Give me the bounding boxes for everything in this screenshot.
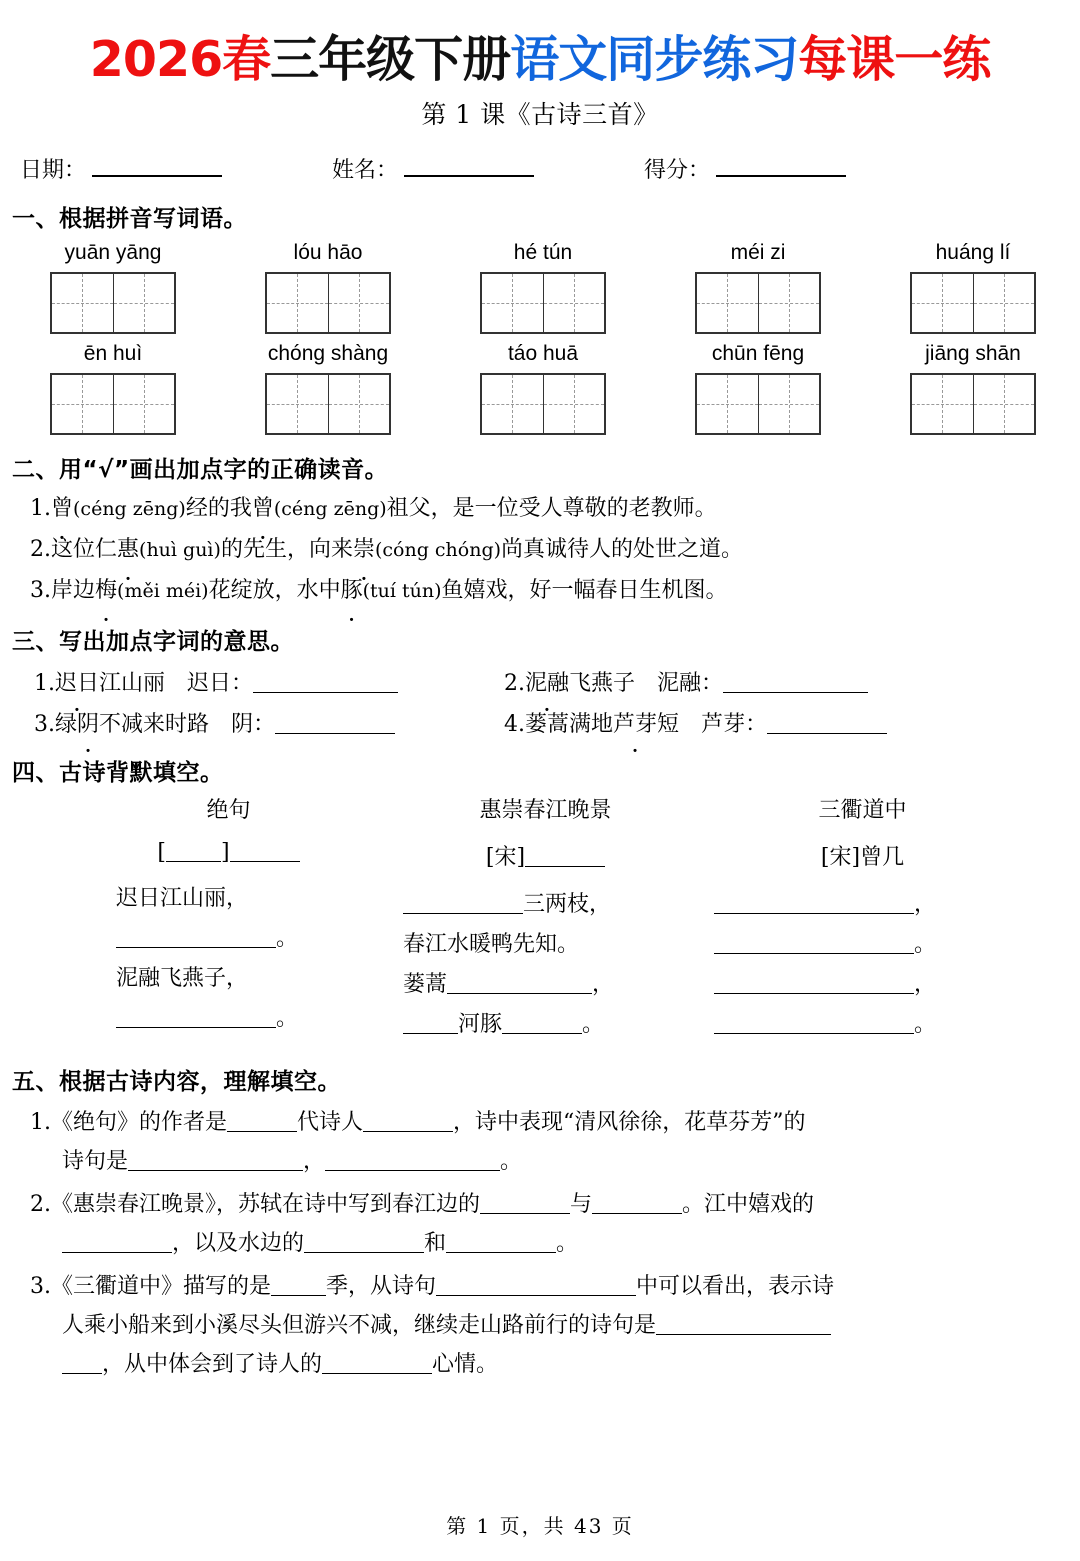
poem-line: 春江水暖鸭先知。 — [403, 932, 580, 958]
spacer — [209, 712, 231, 737]
q-number: 3. — [34, 712, 55, 738]
poem-blank[interactable] — [403, 1013, 458, 1034]
pinyin-label: méi zi — [730, 241, 786, 265]
answer-blank[interactable] — [480, 1193, 570, 1214]
title-part-1: 2026春 — [89, 31, 271, 88]
section-5-question-2-line2[interactable] — [62, 1227, 1080, 1260]
pinyin-item — [243, 342, 413, 435]
q-text: 。江中嬉戏的 — [682, 1192, 815, 1218]
poem-blank[interactable] — [116, 1007, 276, 1028]
pinyin-choice[interactable]: (tuí tún) — [362, 580, 442, 603]
q-text: 季，从诗句 — [326, 1274, 437, 1300]
score-input-blank[interactable] — [716, 155, 846, 177]
author-blank[interactable] — [230, 841, 300, 862]
q-text: 3.《三衢道中》描写的是 — [30, 1274, 271, 1300]
answer-blank[interactable] — [436, 1275, 636, 1296]
title-part-3: 语文同步练习 — [510, 31, 799, 88]
q-number: 1. — [34, 671, 55, 697]
poem-blank[interactable] — [116, 927, 276, 948]
answer-label: 迟日： — [187, 671, 254, 697]
dotted-word: 迟日 — [55, 671, 100, 697]
pinyin-item — [673, 241, 843, 334]
poem-author-blank[interactable]: [宋] — [387, 840, 704, 871]
answer-blank[interactable] — [227, 1111, 297, 1132]
section-3-item-2[interactable] — [504, 666, 974, 697]
answer-blank[interactable] — [723, 672, 868, 693]
tianzige-cell[interactable] — [758, 274, 820, 332]
dynasty-blank[interactable] — [166, 841, 221, 862]
page-title — [0, 31, 1080, 88]
tianzige-cell[interactable] — [973, 375, 1035, 433]
q-text: 经的我 — [185, 496, 252, 522]
tianzige-cell[interactable] — [328, 375, 390, 433]
tianzige-cell[interactable] — [482, 375, 543, 433]
answer-blank[interactable] — [592, 1193, 682, 1214]
answer-blank[interactable] — [275, 713, 395, 734]
poem-title: 惠崇春江晚景 — [479, 798, 612, 824]
answer-blank[interactable] — [62, 1353, 102, 1374]
section-2-question-1[interactable] — [30, 493, 1080, 525]
pinyin-choice[interactable]: (huì guì) — [139, 539, 221, 562]
q-text: 诗句是 — [62, 1149, 129, 1175]
tianzige-box[interactable] — [265, 373, 391, 435]
answer-blank[interactable] — [656, 1314, 831, 1335]
pinyin-label: ēn huì — [83, 342, 143, 366]
tianzige-cell[interactable] — [113, 375, 175, 433]
tianzige-cell[interactable] — [482, 274, 543, 332]
date-input-blank[interactable] — [92, 155, 222, 177]
dotted-char: 惠 — [117, 537, 140, 563]
poem-line: 泥融飞燕子， — [116, 966, 249, 992]
answer-blank[interactable] — [767, 713, 887, 734]
dotted-char: 曾 — [51, 496, 74, 522]
poem-author-blank[interactable]: [ ] — [70, 840, 387, 865]
q-number: 3. — [30, 578, 51, 604]
q-text: 2.《惠崇春江晚景》，苏轼在诗中写到春江边的 — [30, 1192, 480, 1218]
student-info-row — [20, 153, 1080, 184]
tianzige-cell[interactable] — [543, 274, 605, 332]
q-text: 的先生，向来 — [220, 537, 353, 563]
score-field[interactable] — [644, 153, 846, 184]
q-text: 不减来时路 — [99, 712, 210, 738]
answer-blank[interactable] — [62, 1232, 172, 1253]
pinyin-label: chóng shàng — [267, 342, 389, 366]
tianzige-cell[interactable] — [52, 274, 113, 332]
poem-blank[interactable] — [714, 933, 914, 954]
poem-blank[interactable] — [714, 1013, 914, 1034]
pinyin-label: yuān yāng — [64, 241, 162, 265]
answer-label: 泥融： — [657, 671, 724, 697]
q-number: 2. — [30, 537, 51, 563]
q-text: 与 — [570, 1192, 593, 1218]
q-text: 蒌蒿满地 — [525, 712, 614, 738]
q-number: 4. — [504, 712, 525, 738]
pinyin-label: lóu hāo — [293, 241, 363, 265]
section-5-heading: 五、根据古诗内容，理解填空。 — [12, 1069, 341, 1096]
section-2-question-2[interactable] — [30, 534, 1080, 566]
dotted-char: 曾 — [251, 496, 274, 522]
poem-line[interactable]: 。 — [70, 1001, 387, 1041]
q-text: ，从中体会到了诗人的 — [102, 1352, 323, 1378]
pinyin-label: huáng lí — [935, 241, 1011, 265]
q-text: 尚真诚待人的处世之道。 — [501, 537, 744, 563]
q-text: 祖父，是一位受人尊敬的老教师。 — [386, 496, 717, 522]
pinyin-choice[interactable]: (céng zēng) — [273, 498, 387, 521]
q-number: 1. — [30, 496, 51, 522]
poem-line[interactable]: 三两枝， — [387, 887, 704, 927]
q-number: 2. — [504, 671, 525, 697]
section-3-row-1 — [34, 666, 1080, 697]
tianzige-box[interactable] — [265, 272, 391, 334]
author-blank[interactable] — [525, 846, 605, 867]
tianzige-cell[interactable] — [973, 274, 1035, 332]
pinyin-item — [28, 342, 198, 435]
spacer — [635, 671, 657, 696]
q-text: 花绽放，水中 — [208, 578, 341, 604]
q-text: 绿 — [55, 712, 78, 738]
answer-blank[interactable] — [446, 1232, 556, 1253]
pinyin-grid-row-1 — [0, 241, 1080, 334]
tianzige-box[interactable] — [695, 272, 821, 334]
answer-blank[interactable] — [325, 1150, 500, 1171]
pinyin-item — [673, 342, 843, 435]
title-part-4: 每课一练 — [798, 31, 991, 88]
tianzige-cell[interactable] — [697, 375, 758, 433]
tianzige-box[interactable] — [480, 272, 606, 334]
poem-title: 三衢道中 — [818, 798, 907, 824]
tianzige-box[interactable] — [50, 373, 176, 435]
tianzige-box[interactable] — [910, 272, 1036, 334]
name-label: 姓名： — [332, 158, 399, 184]
section-5-question-1-line2[interactable] — [62, 1145, 1080, 1178]
poem-blank[interactable] — [502, 1013, 582, 1034]
answer-blank[interactable] — [253, 672, 398, 693]
section-3-item-3[interactable] — [34, 707, 504, 738]
spacer — [165, 671, 187, 696]
answer-blank[interactable] — [271, 1275, 326, 1296]
tianzige-cell[interactable] — [697, 274, 758, 332]
pinyin-item — [458, 241, 628, 334]
poem-line[interactable]: 蒌蒿 ， — [403, 972, 615, 998]
pinyin-choice[interactable]: (céng zēng) — [73, 498, 186, 521]
pinyin-item — [888, 342, 1058, 435]
tianzige-box[interactable] — [480, 373, 606, 435]
section-1-heading: 一、根据拼音写词语。 — [12, 206, 247, 233]
tianzige-cell[interactable] — [912, 274, 973, 332]
pinyin-label: jiāng shān — [925, 342, 1021, 366]
q-text: ，以及水边的 — [172, 1231, 305, 1257]
poem-line[interactable]: 。 — [70, 921, 387, 961]
poem-line[interactable]: ， — [704, 967, 1021, 1007]
pinyin-grid-row-2 — [0, 342, 1080, 435]
pinyin-label: hé tún — [513, 241, 573, 265]
q-text: ， — [303, 1149, 326, 1175]
tianzige-cell[interactable] — [267, 375, 328, 433]
tianzige-cell[interactable] — [328, 274, 390, 332]
answer-blank[interactable] — [304, 1232, 424, 1253]
dotted-word: 泥融 — [525, 671, 570, 697]
q-text: 。 — [500, 1149, 523, 1175]
pinyin-choice[interactable]: (měi méi) — [117, 580, 209, 603]
poem-blank[interactable] — [714, 973, 914, 994]
poem-line[interactable]: ， — [704, 887, 1021, 927]
section-5-question-2[interactable] — [30, 1188, 1080, 1221]
poem-column-1 — [70, 793, 387, 1047]
answer-blank[interactable] — [322, 1353, 432, 1374]
lesson-subtitle: 第 1 课《古诗三首》 — [421, 100, 659, 130]
q-text: 飞燕子 — [569, 671, 636, 697]
q-text: 鱼嬉戏，好一幅春日生机图。 — [441, 578, 728, 604]
q-text: ，诗中表现“清风徐徐，花草芬芳”的 — [453, 1110, 806, 1136]
answer-label: 阴： — [231, 712, 276, 738]
score-label: 得分： — [644, 158, 711, 184]
dotted-char: 豚 — [340, 578, 363, 604]
tianzige-cell[interactable] — [758, 375, 820, 433]
dotted-word: 阴 — [77, 712, 100, 738]
tianzige-cell[interactable] — [912, 375, 973, 433]
name-input-blank[interactable] — [404, 155, 534, 177]
section-5-question-3-line3[interactable] — [62, 1348, 1080, 1381]
section-3-heading: 三、写出加点字词的意思。 — [12, 629, 294, 656]
poem-blank[interactable] — [447, 973, 592, 994]
section-3-item-4[interactable] — [504, 707, 974, 738]
section-3-item-1[interactable] — [34, 666, 504, 697]
pinyin-item — [28, 241, 198, 334]
answer-blank[interactable] — [363, 1111, 453, 1132]
name-field[interactable] — [332, 153, 534, 184]
section-3-row-2 — [34, 707, 1080, 738]
tianzige-box[interactable] — [910, 373, 1036, 435]
poem-blank[interactable] — [714, 893, 914, 914]
poem-blank[interactable] — [403, 893, 523, 914]
q-text: 短 — [657, 712, 680, 738]
q-text: 。 — [556, 1231, 579, 1257]
poem-column-3 — [704, 793, 1021, 1047]
section-5-question-3[interactable] — [30, 1270, 1080, 1303]
tianzige-cell[interactable] — [267, 274, 328, 332]
q-text: 1.《绝句》的作者是 — [30, 1110, 227, 1136]
date-field[interactable] — [20, 153, 222, 184]
poem-line[interactable]: 。 — [704, 927, 1021, 967]
poem-columns — [0, 793, 1080, 1047]
section-2-question-3[interactable] — [30, 575, 1080, 607]
section-5-question-1[interactable] — [30, 1106, 1080, 1139]
dotted-char: 崇 — [352, 537, 375, 563]
pinyin-label: chūn fēng — [711, 342, 805, 366]
q-text: 人乘小船来到小溪尽头但游兴不减，继续走山路前行的诗句是 — [62, 1313, 657, 1339]
pinyin-choice[interactable]: (cóng chóng) — [374, 539, 502, 562]
poem-line[interactable]: 河豚 。 — [387, 1007, 704, 1047]
q-text: 代诗人 — [297, 1110, 364, 1136]
answer-label: 芦芽： — [701, 712, 768, 738]
q-text: 这位仁 — [51, 537, 118, 563]
poem-column-2 — [387, 793, 704, 1047]
tianzige-box[interactable] — [695, 373, 821, 435]
worksheet-page — [0, 31, 1080, 1561]
spacer — [679, 712, 701, 737]
tianzige-cell[interactable] — [543, 375, 605, 433]
pinyin-item — [243, 241, 413, 334]
poem-line[interactable]: 。 — [704, 1007, 1021, 1047]
tianzige-box[interactable] — [50, 272, 176, 334]
pinyin-label: táo huā — [507, 342, 579, 366]
pinyin-item — [458, 342, 628, 435]
q-text: 岸边 — [51, 578, 96, 604]
q-text: 中可以看出，表示诗 — [636, 1274, 835, 1300]
date-label: 日期： — [20, 158, 87, 184]
poem-author: [宋]曾几 — [820, 845, 905, 871]
dotted-char: 梅 — [95, 578, 118, 604]
dotted-word: 芦芽 — [613, 712, 658, 738]
page-footer: 第 1 页，共 43 页 — [446, 1514, 634, 1538]
section-5-question-3-line2[interactable] — [62, 1309, 1080, 1342]
tianzige-cell[interactable] — [52, 375, 113, 433]
q-text: 和 — [424, 1231, 447, 1257]
poem-title: 绝句 — [206, 798, 251, 824]
q-text: 心情。 — [432, 1352, 499, 1378]
poem-line: 迟日江山丽， — [116, 886, 249, 912]
pinyin-item — [888, 241, 1058, 334]
title-part-2: 三年级下册 — [270, 31, 511, 88]
tianzige-cell[interactable] — [113, 274, 175, 332]
section-4-heading: 四、古诗背默填空。 — [12, 760, 224, 787]
q-text: 江山丽 — [99, 671, 166, 697]
answer-blank[interactable] — [128, 1150, 303, 1171]
section-2-heading: 二、用“√”画出加点字的正确读音。 — [12, 457, 389, 484]
